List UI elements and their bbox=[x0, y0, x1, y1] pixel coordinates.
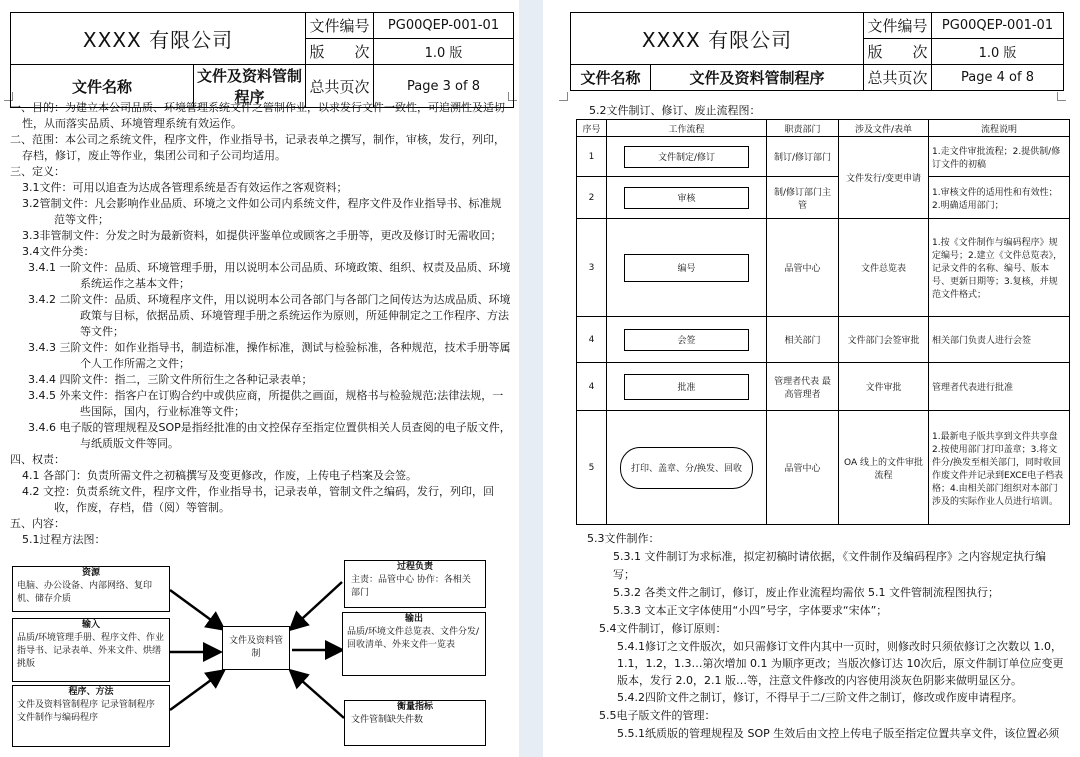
page-number: Page 4 of 8 bbox=[932, 65, 1064, 91]
text-line: 5.3.2 各类文件之制订，修订，废止作业流程均需依 5.1 文件管制流程图执行； bbox=[613, 586, 999, 599]
doc-cell: 文件发行/变更申请 bbox=[839, 137, 929, 219]
step-no: 3 bbox=[577, 219, 607, 317]
doc-cell: OA 线上的文件审批流程 bbox=[839, 411, 929, 525]
step-no: 1 bbox=[577, 137, 607, 177]
company-name: XXXX 有限公司 bbox=[11, 13, 306, 65]
flow-step-shape bbox=[624, 329, 749, 351]
box-body: 文件及资料管制程序 记录管制程序 文件制作与编码程序 bbox=[17, 700, 155, 723]
col-header: 序号 bbox=[577, 120, 607, 137]
text-line: 一、目的：为建立本公司品质、环境管理系统文件之管制作业，以求发行文件一致性，可追溯性及适切性，从而落实品质、环境管理系统有效运作。 bbox=[10, 101, 505, 130]
text-line: 三、定义： bbox=[10, 165, 65, 178]
col-header: 涉及文件/表单 bbox=[839, 120, 929, 137]
dept-cell: 品管中心 bbox=[767, 411, 839, 525]
col-header: 工作流程 bbox=[607, 120, 767, 137]
text-line: 二、范围：本公司之系统文件，程序文件，作业指导书，记录表单之撰写，制作，审核，发行，列印，存档，修订，废止等作业，集团公司和子公司均适用。 bbox=[10, 133, 505, 162]
text-line: 4.1 各部门：负责所需文件之初稿撰写及变更修改，作废，上传电子档案及会签。 bbox=[22, 469, 417, 482]
desc-cell: 1.最新电子版共享到文件共享盘 2.按使用部门打印盖章；3.将文件分/换发至相关部门，同时收回作废文件并记录到EXCE电子档表格；4.由相关部门组织对本部门涉及的实际作业人员进行培训。 bbox=[929, 411, 1070, 525]
text-line: 3.4文件分类： bbox=[22, 245, 95, 258]
step-no: 5 bbox=[577, 411, 607, 525]
text-line: 五、内容： bbox=[10, 517, 65, 530]
flow-step-label: 打印、盖章、分/换发、回收 bbox=[630, 464, 743, 474]
doc-header bbox=[10, 12, 514, 108]
doc-no-label: 文件编号 bbox=[306, 13, 374, 39]
resources-box bbox=[12, 566, 170, 612]
text-line: 3.4.5 外来文件：指客户在订购合约中或供应商，所提供之画面，规格书与检验规范;法律法规，一些国际，国内，行业标准等文件； bbox=[28, 389, 504, 418]
text-line: 5.3文件制作： bbox=[587, 532, 660, 545]
flow-table bbox=[576, 119, 1070, 525]
box-title: 文件及资料管制 bbox=[229, 636, 284, 659]
margin-mark bbox=[1057, 92, 1066, 101]
dept-cell: 制订/修订部门 bbox=[767, 137, 839, 177]
document-page-3 bbox=[0, 0, 519, 757]
input-box bbox=[12, 618, 170, 682]
flow-terminal-shape bbox=[620, 447, 753, 489]
flow-step-shape bbox=[624, 374, 749, 400]
text-line: 3.2管制文件：凡会影响作业品质、环境之文件如公司内系统文件，程序文件及作业指导书、标准规范等文件； bbox=[22, 197, 502, 226]
page-body bbox=[557, 530, 1066, 743]
dept-cell: 品管中心 bbox=[767, 219, 839, 317]
box-body: 电脑、办公设备、内部网络、复印机、储存介质 bbox=[17, 581, 153, 604]
margin-mark bbox=[559, 92, 568, 101]
box-title: 衡量指标 bbox=[396, 702, 433, 712]
output-box bbox=[342, 612, 486, 676]
text-line: 四、权责： bbox=[10, 453, 65, 466]
text-line: 3.4.6 电子版的管理规程及SOP是指经批准的由文控保存至指定位置供相关人员查阅的电子版文件，与纸质版文件等同。 bbox=[28, 421, 511, 450]
text-line: 4.2 文控：负责系统文件，程序文件，作业指导书，记录表单，管制文件之编码，发行，列印，回收，作废，存档，借（阅）等管制。 bbox=[22, 485, 494, 514]
doc-no: PG00QEP-001-01 bbox=[374, 13, 514, 39]
doc-name: 文件及资料管制程序 bbox=[651, 65, 864, 91]
text-line: 5.3.3 文本正文字体使用“小四”号字，字体要求“宋体”； bbox=[613, 604, 888, 617]
company-name: XXXX 有限公司 bbox=[571, 13, 864, 65]
doc-cell: 文件审批 bbox=[839, 363, 929, 411]
step-no: 2 bbox=[577, 177, 607, 219]
text-line: 3.1文件：可用以追查为达成各管理系统是否有效运作之客观资料； bbox=[22, 181, 348, 194]
box-body: 品质/环境管理手册、程序文件、作业指导书、记录表单、外来文件、烘缮挑版 bbox=[17, 633, 165, 669]
text-line: 3.3非管制文件：分发之时为最新资料，如提供评鉴单位或顾客之手册等，更改及修订时无需收回； bbox=[22, 229, 502, 242]
step-no: 4 bbox=[577, 363, 607, 411]
col-header: 流程说明 bbox=[929, 120, 1070, 137]
page-body bbox=[10, 100, 511, 548]
doc-cell: 文件总览表 bbox=[839, 219, 929, 317]
flow-step-label: 审核 bbox=[677, 194, 696, 204]
flow-step-shape bbox=[624, 187, 749, 209]
text-line: 3.4.3 三阶文件：如作业指导书，制造标准，操作标准，测试与检验标准，各种规范，技术手册等属个人工作所需之文件； bbox=[28, 341, 511, 370]
doc-cell: 文件部门会签审批 bbox=[839, 317, 929, 363]
page-gap bbox=[519, 0, 543, 757]
doc-name: 文件及资料管制程序 bbox=[194, 65, 306, 108]
text-line: 3.4.4 四阶文件：指二，三阶文件所衍生之各种记录表单； bbox=[28, 373, 313, 386]
process-diagram bbox=[10, 560, 512, 750]
owner-box bbox=[344, 560, 486, 608]
table-row bbox=[577, 137, 1070, 177]
box-title: 输入 bbox=[81, 620, 100, 630]
flow-title: 5.2文件制订、修订、废止流程图： bbox=[589, 104, 761, 117]
box-title: 输出 bbox=[404, 614, 423, 624]
dept-cell: 制/修订部门主管 bbox=[767, 177, 839, 219]
table-row bbox=[577, 317, 1070, 363]
version-label: 版 次 bbox=[864, 39, 932, 65]
doc-header bbox=[570, 12, 1064, 91]
flow-step-shape bbox=[624, 254, 749, 282]
text-line: 5.5电子版文件的管理： bbox=[599, 709, 716, 722]
dept-cell: 管理者代表 最高管理者 bbox=[767, 363, 839, 411]
box-title: 资源 bbox=[81, 568, 100, 578]
flow-step-shape bbox=[624, 146, 749, 168]
center-process-box bbox=[222, 626, 290, 670]
step-no: 4 bbox=[577, 317, 607, 363]
dept-cell: 相关部门 bbox=[767, 317, 839, 363]
metric-box bbox=[344, 700, 486, 746]
flow-step-label: 批准 bbox=[677, 383, 696, 393]
table-row bbox=[577, 219, 1070, 317]
doc-name-label: 文件名称 bbox=[11, 65, 194, 108]
text-line: 5.1过程方法图： bbox=[22, 533, 106, 546]
box-body: 文件管制缺失件数 bbox=[351, 715, 424, 725]
version: 1.0 版 bbox=[932, 39, 1064, 65]
text-line: 5.4文件制订，修订原则： bbox=[599, 622, 727, 635]
page-number: Page 3 of 8 bbox=[374, 65, 514, 108]
table-row bbox=[577, 177, 1070, 219]
desc-cell: 1.审核文件的适用性和有效性；2.明确适用部门； bbox=[929, 177, 1070, 219]
document-page-4 bbox=[543, 0, 1080, 757]
text-line: 5.3.1 文件制订为求标准，拟定初稿时请依据，《文件制作及编码程序》之内容规定执行编写； bbox=[613, 550, 1046, 581]
version: 1.0 版 bbox=[374, 39, 514, 65]
box-body: 主责：品管中心 协作：各相关部门 bbox=[351, 575, 471, 598]
text-line: 3.4.1 一阶文件：品质、环境管理手册，用以说明本公司品质、环境政策、组织、权责及品质、环境系统运作之基本文件； bbox=[28, 261, 511, 290]
box-title: 过程负责 bbox=[396, 562, 433, 572]
flow-step-label: 编号 bbox=[677, 264, 696, 274]
flow-step-label: 文件制定/修订 bbox=[657, 153, 716, 163]
text-line: 5.5.1纸质版的管理规程及 SOP 生效后由文控上传电子版至指定位置共享文件，该位置必须 bbox=[617, 727, 1060, 740]
desc-cell: 1.按《文件制作与编码程序》规定编号；2.建立《文件总览表》，记录文件的名称、编号、版本号、更新日期等；3.复核，并规范文件格式； bbox=[929, 219, 1070, 317]
box-body: 品质/环境文件总览表、文件分发/回收清单、外来文件一览表 bbox=[347, 627, 480, 650]
text-line: 3.4.2 二阶文件：品质、环境程序文件，用以说明本公司各部门与各部门之间传达为达成品质、环境政策与目标，依据品质、环境管理手册之系统运作为原则，所延伸制定之工作程序、方法等文件； bbox=[28, 293, 511, 338]
pages-label: 总共页次 bbox=[306, 65, 374, 108]
desc-cell: 管理者代表进行批准 bbox=[929, 363, 1070, 411]
table-row bbox=[577, 363, 1070, 411]
flow-step-label: 会签 bbox=[677, 336, 696, 346]
table-row bbox=[577, 411, 1070, 525]
doc-name-label: 文件名称 bbox=[571, 65, 651, 91]
col-header: 职责部门 bbox=[767, 120, 839, 137]
pages-label: 总共页次 bbox=[864, 65, 932, 91]
box-title: 程序、方法 bbox=[68, 687, 114, 697]
text-line: 5.4.2四阶文件之制订，修订，不得早于二/三阶文件之制订，修改或作废申请程序。 bbox=[617, 691, 1023, 704]
version-label: 版 次 bbox=[306, 39, 374, 65]
desc-cell: 相关部门负责人进行会签 bbox=[929, 317, 1070, 363]
text-line: 5.4.1修订之文件版次，如只需修订文件内其中一页时，则修改时只须依修订之次数以 1.0，1.1，1.2，1.3…第次增加 0.1 为顺序更改；当版次修订达 10次后，原文件制订单位应变更版本，发行 2.0，2.1 版…等，注意文件修改的内容使用淡灰色阴影来做明显区分。 bbox=[617, 640, 1064, 687]
doc-no: PG00QEP-001-01 bbox=[932, 13, 1064, 39]
doc-no-label: 文件编号 bbox=[864, 13, 932, 39]
method-box bbox=[12, 685, 170, 747]
desc-cell: 1.走文件审批流程；2.提供制/修订文件的初稿 bbox=[929, 137, 1070, 177]
